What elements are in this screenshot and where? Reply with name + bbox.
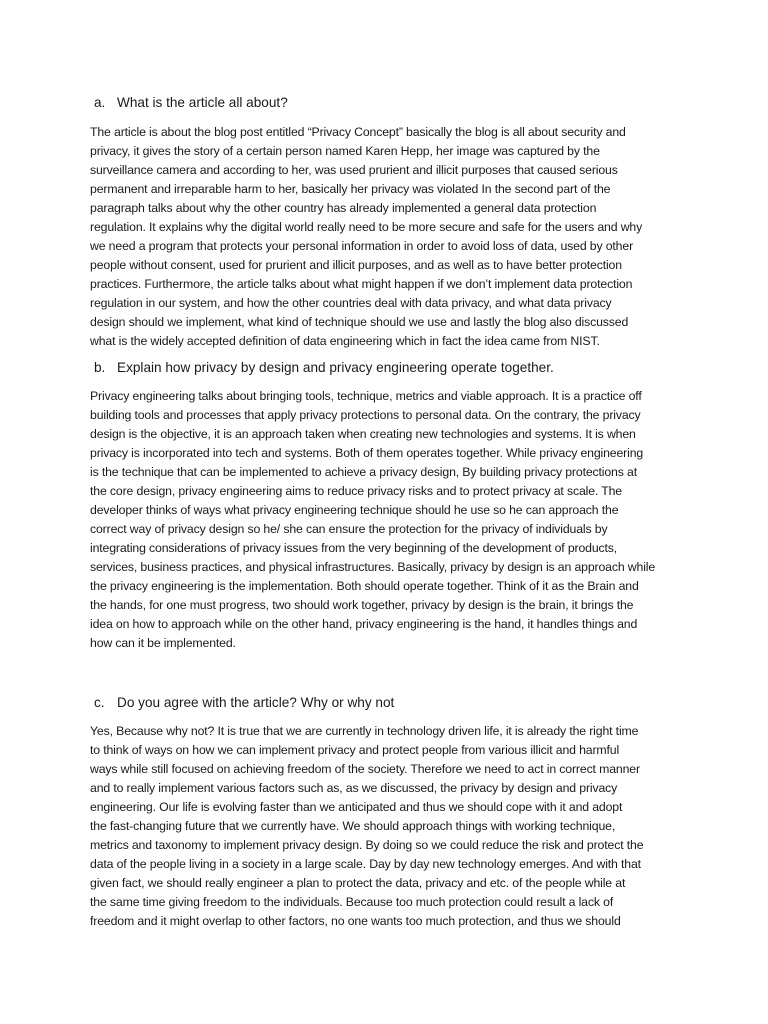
answer-a-line: permanent and irreparable harm to her, basically her privacy was violated In the second part of the <box>90 182 611 196</box>
answer-c-line: the fast-changing future that we currently have. We should approach things with working technique, <box>90 819 616 833</box>
answer-b-paragraph <box>90 387 686 653</box>
answer-a-line: what is the widely accepted definition of data engineering which in fact the idea came from NIST. <box>90 334 600 348</box>
answer-c-line: and to really implement various factors such as, as we discussed, the privacy by design and privacy <box>90 781 618 795</box>
question-a-heading <box>94 94 694 112</box>
question-c-text: Do you agree with the article? Why or why not <box>117 695 395 710</box>
answer-a-line: surveillance camera and according to her, was used prurient and illicit purposes that caused serious <box>90 163 618 177</box>
question-c-heading <box>94 694 694 712</box>
answer-a-line: practices. Furthermore, the article talks about what might happen if we don’t implement data protection <box>90 277 633 291</box>
answer-a-line: people without consent, used for prurient and illicit purposes, and as well as to have better protection <box>90 258 622 272</box>
answer-b-line: integrating considerations of privacy issues from the very beginning of the development of products, <box>90 541 618 555</box>
answer-a-line: regulation. It explains why the digital world really need to be more secure and safe for the users and why <box>90 220 643 234</box>
answer-b-line: design is the objective, it is an approach taken when creating new technologies and systems. It is when <box>90 427 636 441</box>
answer-c-line: ways while still focused on achieving freedom of the society. Therefore we need to act in correct manner <box>90 762 640 776</box>
question-a-marker: a. <box>94 95 106 110</box>
answer-a-line: we need a program that protects your personal information in order to avoid loss of data, used by other <box>90 239 634 253</box>
answer-b-line: the hands, for one must progress, two should work together, privacy by design is the brain, it brings the <box>90 598 634 612</box>
answer-a-line: regulation in our system, and how the other countries deal with data privacy, and what data privacy <box>90 296 612 310</box>
answer-b-line: services, business practices, and physical infrastructures. Basically, privacy by design is an approach while <box>90 560 656 574</box>
answer-c-line: data of the people living in a society in a large scale. Day by day new technology emerges. And with that <box>90 857 641 871</box>
answer-a-paragraph <box>90 123 686 351</box>
answer-a-line: design should we implement, what kind of technique should we use and lastly the blog also discussed <box>90 315 629 329</box>
question-b-text: Explain how privacy by design and privacy engineering operate together. <box>117 360 554 375</box>
answer-c-line: freedom and it might overlap to other factors, no one wants too much protection, and thus we should <box>90 914 621 928</box>
question-c-marker: c. <box>94 695 105 710</box>
answer-b-line: is the technique that can be implemented to achieve a privacy design, By building privacy protections at <box>90 465 637 479</box>
question-b-heading <box>94 359 694 377</box>
answer-c-line: Yes, Because why not? It is true that we are currently in technology driven life, it is already the right time <box>90 724 639 738</box>
answer-c-paragraph <box>90 722 686 931</box>
question-b-marker: b. <box>94 360 106 375</box>
answer-a-line: privacy, it gives the story of a certain person named Karen Hepp, her image was captured by the <box>90 144 600 158</box>
answer-b-line: the privacy engineering is the implementation. Both should operate together. Think of it as the Brain and <box>90 579 639 593</box>
question-a-text: What is the article all about? <box>117 95 288 110</box>
answer-b-line: how can it be implemented. <box>90 636 236 650</box>
answer-b-line: Privacy engineering talks about bringing tools, technique, metrics and viable approach. It is a practice off <box>90 389 642 403</box>
answer-c-line: given fact, we should really engineer a plan to protect the data, privacy and etc. of the people while at <box>90 876 626 890</box>
answer-c-line: the same time giving freedom to the individuals. Because too much protection could result a lack of <box>90 895 614 909</box>
answer-c-line: to think of ways on how we can implement privacy and protect people from various illicit and harmful <box>90 743 620 757</box>
answer-b-line: developer thinks of ways what privacy engineering technique should he use so he can approach the <box>90 503 619 517</box>
answer-a-line: The article is about the blog post entitled “Privacy Concept” basically the blog is all about security and <box>90 125 626 139</box>
answer-b-line: correct way of privacy design so he/ she can ensure the protection for the privacy of individuals by <box>90 522 608 536</box>
answer-b-line: idea on how to approach while on the other hand, privacy engineering is the hand, it handles things and <box>90 617 638 631</box>
answer-a-line: paragraph talks about why the other country has already implemented a general data protection <box>90 201 597 215</box>
answer-b-line: privacy is incorporated into tech and systems. Both of them operates together. While privacy engineering <box>90 446 644 460</box>
answer-b-line: building tools and processes that apply privacy protections to personal data. On the contrary, the privacy <box>90 408 641 422</box>
answer-c-line: engineering. Our life is evolving faster than we anticipated and thus we should cope with it and adopt <box>90 800 623 814</box>
answer-c-line: metrics and taxonomy to implement privacy design. By doing so we could reduce the risk and protect the <box>90 838 644 852</box>
answer-b-line: the core design, privacy engineering aims to reduce privacy risks and to protect privacy at scale. The <box>90 484 622 498</box>
